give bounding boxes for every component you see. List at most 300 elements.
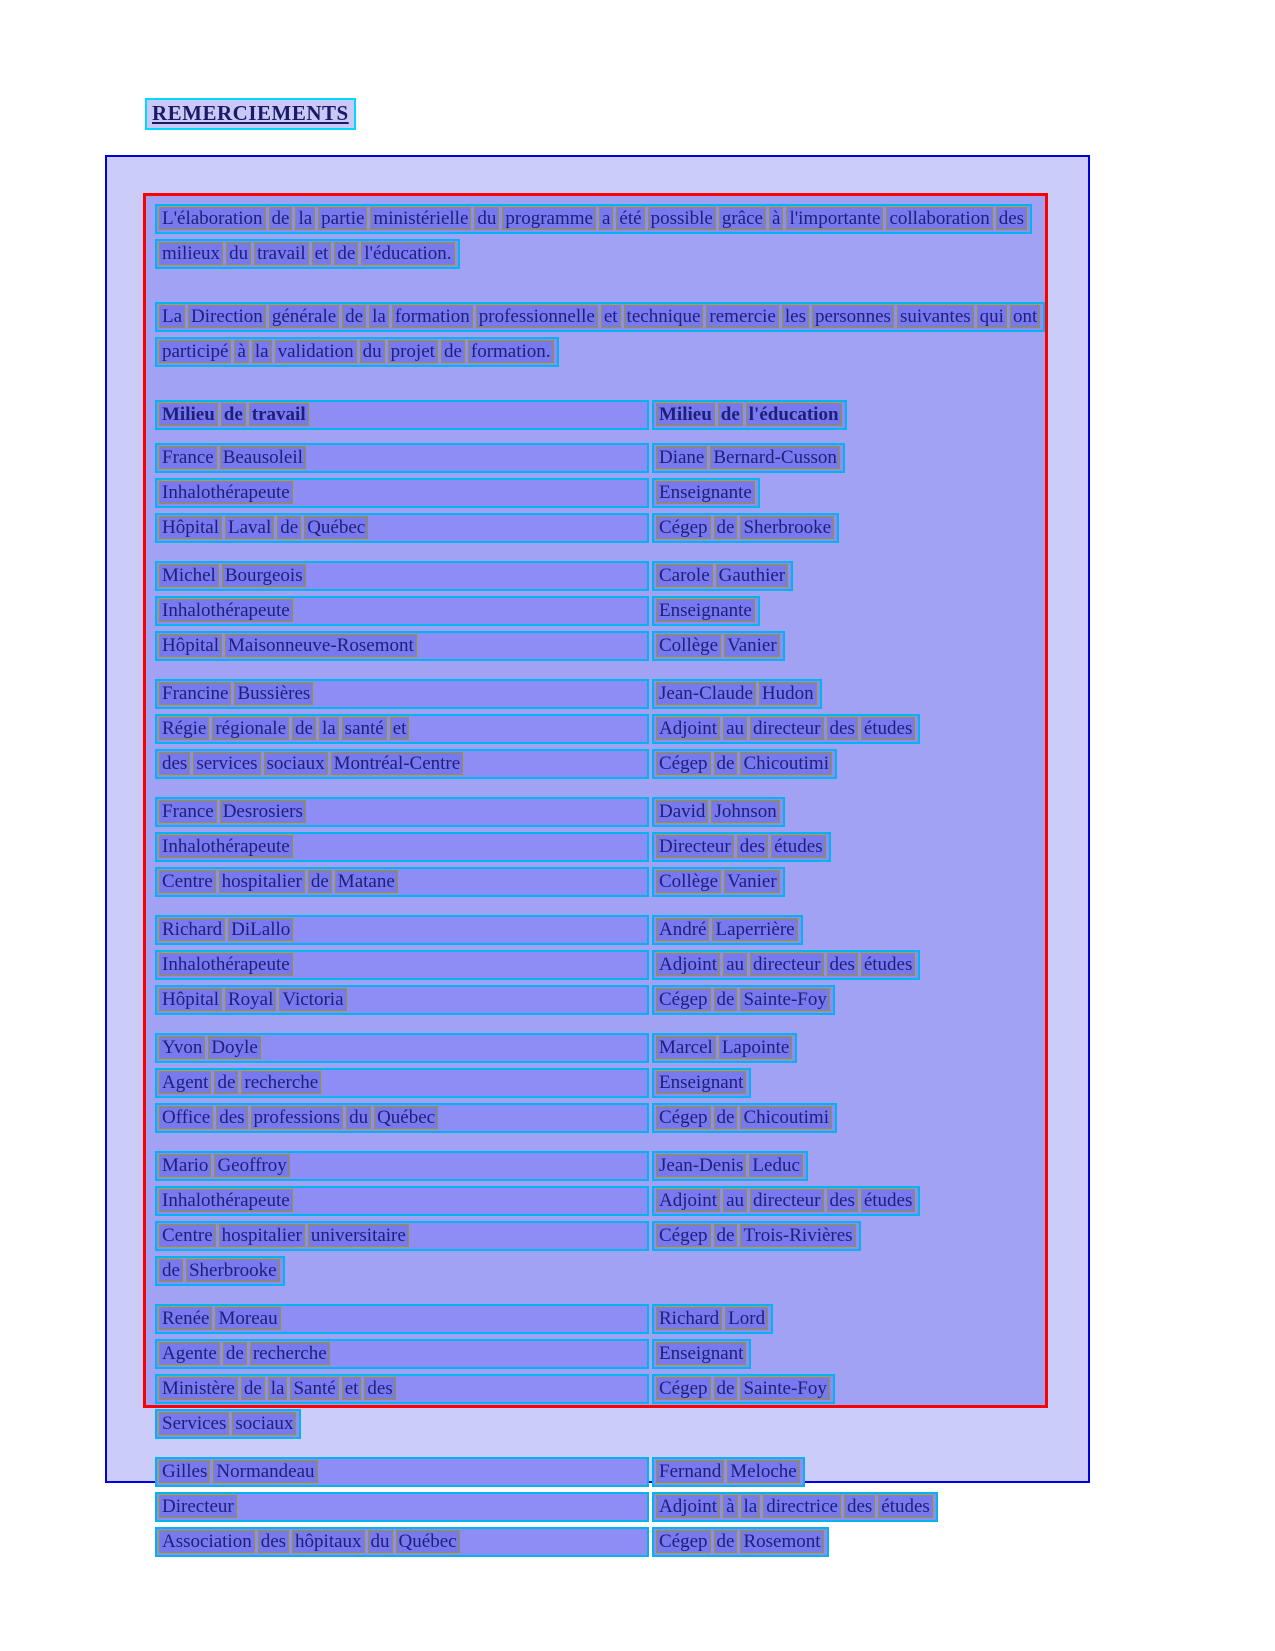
text-line-highlight <box>652 400 847 430</box>
word-highlight: études <box>861 717 916 740</box>
left-column-header-cell <box>155 400 649 430</box>
word-highlight: formation. <box>468 340 554 363</box>
word-highlight: Centre <box>159 870 216 893</box>
text-line-highlight <box>652 915 803 945</box>
right-cell <box>649 679 1037 709</box>
text-line-highlight <box>155 832 649 862</box>
left-cell <box>155 1221 649 1251</box>
acknowledgment-entry <box>155 915 1037 1015</box>
acknowledgment-entry <box>155 1457 1037 1557</box>
word-highlight: la <box>295 207 315 230</box>
word-highlight: Diane <box>656 446 707 469</box>
left-cell <box>155 596 649 626</box>
text-line-highlight <box>652 1457 805 1487</box>
word-highlight: de <box>441 340 465 363</box>
left-cell <box>155 1103 649 1133</box>
text-line-highlight <box>155 1186 649 1216</box>
word-highlight: des <box>216 1106 247 1129</box>
acknowledgment-entry <box>155 797 1037 897</box>
word-highlight: du <box>474 207 499 230</box>
word-highlight: recherche <box>250 1342 330 1365</box>
word-highlight: Desrosiers <box>220 800 306 823</box>
word-highlight: Hôpital <box>159 516 222 539</box>
word-highlight: Centre <box>159 1224 216 1247</box>
left-cell <box>155 714 649 744</box>
word-highlight: formation <box>392 305 473 328</box>
right-cell <box>649 1304 1037 1334</box>
word-highlight: de <box>221 403 246 426</box>
word-highlight: Office <box>159 1106 213 1129</box>
right-cell <box>649 1374 1037 1404</box>
right-cell <box>649 915 1037 945</box>
text-line-highlight <box>155 400 649 430</box>
word-highlight: Lapointe <box>719 1036 793 1059</box>
left-cell <box>155 797 649 827</box>
text-line-highlight <box>155 1103 649 1133</box>
paragraph-line <box>155 204 1037 234</box>
word-highlight: Johnson <box>711 800 779 823</box>
text-line-highlight <box>652 985 835 1015</box>
right-cell <box>649 1186 1037 1216</box>
word-highlight: et <box>390 717 410 740</box>
right-cell <box>649 1033 1037 1063</box>
word-highlight: hospitalier <box>219 870 305 893</box>
word-highlight: qui <box>977 305 1007 328</box>
document-content <box>146 196 1045 1557</box>
word-highlight: de <box>277 516 301 539</box>
text-line-highlight <box>155 867 649 897</box>
table-row <box>155 832 1037 862</box>
word-highlight: études <box>771 835 826 858</box>
word-highlight: Renée <box>159 1307 212 1330</box>
right-cell <box>649 513 1037 543</box>
table-row <box>155 596 1037 626</box>
word-highlight: Milieu <box>656 403 715 426</box>
word-highlight: Sainte-Foy <box>740 1377 829 1400</box>
table-row <box>155 679 1037 709</box>
word-highlight: Cégep <box>656 988 711 1011</box>
table-row <box>155 1151 1037 1181</box>
word-highlight: Rosemont <box>740 1530 823 1553</box>
word-highlight: Cégep <box>656 1106 711 1129</box>
text-line-highlight <box>155 302 1045 332</box>
word-highlight: Hôpital <box>159 988 222 1011</box>
text-line-highlight <box>155 1492 649 1522</box>
word-highlight: milieux <box>159 242 223 265</box>
word-highlight: Montréal-Centre <box>331 752 464 775</box>
word-highlight: des <box>364 1377 395 1400</box>
word-highlight: Inhalothérapeute <box>159 599 293 622</box>
right-cell <box>649 1339 1037 1369</box>
word-highlight: Agent <box>159 1071 211 1094</box>
text-line-highlight <box>652 1033 797 1063</box>
word-highlight: hospitalier <box>219 1224 305 1247</box>
text-line-highlight <box>155 513 649 543</box>
text-line-highlight <box>155 478 649 508</box>
word-highlight: Michel <box>159 564 219 587</box>
text-line-highlight <box>652 1374 835 1404</box>
word-highlight: grâce <box>719 207 766 230</box>
table-row <box>155 915 1037 945</box>
word-highlight: Sherbrooke <box>740 516 834 539</box>
word-highlight: Jean-Denis <box>656 1154 746 1177</box>
word-highlight: Laperrière <box>712 918 797 941</box>
word-highlight: régionale <box>212 717 289 740</box>
text-line-highlight <box>652 478 760 508</box>
word-highlight: suivantes <box>897 305 974 328</box>
text-line-highlight <box>155 1033 649 1063</box>
word-highlight: de <box>714 1106 738 1129</box>
left-cell <box>155 1151 649 1181</box>
word-highlight: Association <box>159 1530 255 1553</box>
right-cell <box>649 1457 1037 1487</box>
left-cell <box>155 1409 649 1439</box>
text-line-highlight <box>155 1151 649 1181</box>
word-highlight: Beausoleil <box>220 446 306 469</box>
word-highlight: programme <box>502 207 596 230</box>
word-highlight: du <box>360 340 385 363</box>
acknowledgment-entry <box>155 561 1037 661</box>
table-row <box>155 561 1037 591</box>
acknowledgment-entry <box>155 1151 1037 1286</box>
word-highlight: de <box>714 516 738 539</box>
text-line-highlight <box>652 1068 751 1098</box>
word-highlight: études <box>861 1189 916 1212</box>
text-line-highlight <box>155 1068 649 1098</box>
paragraph-line <box>155 337 1037 367</box>
text-line-highlight <box>652 1221 861 1251</box>
word-highlight: partie <box>318 207 367 230</box>
text-line-highlight <box>652 1304 773 1334</box>
word-highlight: Bernard-Cusson <box>710 446 839 469</box>
word-highlight: l'éducation <box>746 403 842 426</box>
word-highlight: des <box>159 752 190 775</box>
red-annotation-box <box>143 193 1048 1552</box>
word-highlight: au <box>723 1189 747 1212</box>
paragraph <box>155 204 1037 269</box>
word-highlight: de <box>159 1259 183 1282</box>
right-cell <box>649 631 1037 661</box>
right-cell <box>649 797 1037 827</box>
word-highlight: Gilles <box>159 1460 210 1483</box>
right-column-header-cell <box>649 400 1037 430</box>
word-highlight: des <box>827 953 858 976</box>
word-highlight: de <box>223 1342 247 1365</box>
left-cell <box>155 950 649 980</box>
word-highlight: au <box>723 953 747 976</box>
table-row <box>155 1492 1037 1522</box>
word-highlight: Fernand <box>656 1460 724 1483</box>
word-highlight: au <box>723 717 747 740</box>
word-highlight: été <box>616 207 644 230</box>
right-cell <box>649 1151 1037 1181</box>
text-line-highlight <box>652 1151 808 1181</box>
word-highlight: Québec <box>374 1106 438 1129</box>
left-cell <box>155 679 649 709</box>
paragraph-line <box>155 239 1037 269</box>
table-row <box>155 1409 1037 1439</box>
word-highlight: Enseignant <box>656 1071 746 1094</box>
word-highlight: de <box>718 403 743 426</box>
word-highlight: Mario <box>159 1154 211 1177</box>
acknowledgment-table <box>155 443 1037 1557</box>
text-line-highlight <box>155 797 649 827</box>
word-highlight: Agente <box>159 1342 220 1365</box>
word-highlight: Matane <box>335 870 398 893</box>
text-line-highlight <box>652 679 822 709</box>
word-highlight: universitaire <box>308 1224 409 1247</box>
text-line-highlight <box>155 337 559 367</box>
intro-paragraphs <box>155 204 1037 367</box>
word-highlight: de <box>214 1071 238 1094</box>
word-highlight: Geoffroy <box>214 1154 289 1177</box>
word-highlight: sociaux <box>232 1412 296 1435</box>
word-highlight: possible <box>648 207 716 230</box>
right-cell <box>649 1527 1037 1557</box>
table-row <box>155 631 1037 661</box>
left-cell <box>155 867 649 897</box>
table-row <box>155 950 1037 980</box>
word-highlight: Milieu <box>159 403 218 426</box>
right-cell <box>649 832 1037 862</box>
word-highlight: Directeur <box>159 1495 237 1518</box>
word-highlight: de <box>714 1224 738 1247</box>
left-cell <box>155 1256 649 1286</box>
text-line-highlight <box>155 1409 301 1439</box>
acknowledgment-entry <box>155 1033 1037 1133</box>
right-cell <box>649 478 1037 508</box>
word-highlight: de <box>241 1377 265 1400</box>
word-highlight: DiLallo <box>228 918 293 941</box>
left-cell <box>155 1339 649 1369</box>
word-highlight: de <box>292 717 316 740</box>
text-line-highlight <box>155 631 649 661</box>
word-highlight: ont <box>1010 305 1040 328</box>
column-headers-row <box>155 400 1037 430</box>
text-line-highlight <box>155 1256 285 1286</box>
word-highlight: du <box>368 1530 393 1553</box>
word-highlight: des <box>258 1530 289 1553</box>
left-cell <box>155 1068 649 1098</box>
table-row <box>155 1304 1037 1334</box>
page-title: REMERCIEMENTS <box>145 98 356 130</box>
word-highlight: hôpitaux <box>292 1530 365 1553</box>
word-highlight: Adjoint <box>656 1189 720 1212</box>
word-highlight: Royal <box>225 988 276 1011</box>
left-cell <box>155 985 649 1015</box>
word-highlight: Normandeau <box>213 1460 317 1483</box>
text-line-highlight <box>155 561 649 591</box>
acknowledgment-entry <box>155 1304 1037 1439</box>
word-highlight: l'éducation. <box>361 242 454 265</box>
word-highlight: Carole <box>656 564 713 587</box>
left-cell <box>155 561 649 591</box>
table-row <box>155 478 1037 508</box>
word-highlight: Collège <box>656 870 721 893</box>
word-highlight: Trois-Rivières <box>740 1224 855 1247</box>
word-highlight: France <box>159 800 217 823</box>
word-highlight: la <box>741 1495 761 1518</box>
text-line-highlight <box>652 714 920 744</box>
word-highlight: France <box>159 446 217 469</box>
word-highlight: de <box>714 988 738 1011</box>
table-row <box>155 1374 1037 1404</box>
text-line-highlight <box>155 1304 649 1334</box>
right-cell <box>649 1221 1037 1251</box>
text-line-highlight <box>155 1457 649 1487</box>
text-line-highlight <box>155 1527 649 1557</box>
word-highlight: l'importante <box>786 207 883 230</box>
left-cell <box>155 1457 649 1487</box>
text-line-highlight <box>652 950 920 980</box>
paragraph <box>155 302 1037 367</box>
word-highlight: Laval <box>225 516 274 539</box>
word-highlight: Adjoint <box>656 1495 720 1518</box>
left-cell <box>155 1186 649 1216</box>
text-line-highlight <box>155 714 649 744</box>
word-highlight: projet <box>388 340 438 363</box>
word-highlight: de <box>308 870 332 893</box>
table-row <box>155 985 1037 1015</box>
word-highlight: Adjoint <box>656 717 720 740</box>
word-highlight: de <box>714 752 738 775</box>
word-highlight: technique <box>624 305 704 328</box>
word-highlight: personnes <box>812 305 894 328</box>
word-highlight: Hôpital <box>159 634 222 657</box>
text-line-highlight <box>652 443 845 473</box>
text-line-highlight <box>155 1374 649 1404</box>
word-highlight: Bourgeois <box>222 564 306 587</box>
word-highlight: Adjoint <box>656 953 720 976</box>
left-cell <box>155 1527 649 1557</box>
word-highlight: remercie <box>706 305 778 328</box>
right-cell <box>649 1068 1037 1098</box>
table-row <box>155 1033 1037 1063</box>
left-cell <box>155 513 649 543</box>
word-highlight: Québec <box>304 516 368 539</box>
word-highlight: santé <box>342 717 387 740</box>
word-highlight: directrice <box>763 1495 841 1518</box>
word-highlight: Victoria <box>279 988 346 1011</box>
word-highlight: Richard <box>656 1307 722 1330</box>
word-highlight: la <box>252 340 272 363</box>
word-highlight: validation <box>275 340 357 363</box>
word-highlight: Sherbrooke <box>186 1259 280 1282</box>
paragraph-line <box>155 302 1037 332</box>
word-highlight: Marcel <box>656 1036 716 1059</box>
table-row <box>155 1457 1037 1487</box>
word-highlight: et <box>601 305 621 328</box>
word-highlight: La <box>159 305 185 328</box>
word-highlight: ministérielle <box>370 207 471 230</box>
left-cell <box>155 1033 649 1063</box>
word-highlight: L'élaboration <box>159 207 266 230</box>
text-line-highlight <box>155 950 649 980</box>
right-cell <box>649 950 1037 980</box>
text-line-highlight <box>155 204 1032 234</box>
word-highlight: Jean-Claude <box>656 682 756 705</box>
word-highlight: travail <box>249 403 309 426</box>
text-line-highlight <box>652 749 837 779</box>
right-cell <box>649 749 1037 779</box>
text-line-highlight <box>155 239 460 269</box>
left-cell <box>155 1304 649 1334</box>
word-highlight: du <box>346 1106 371 1129</box>
word-highlight: David <box>656 800 708 823</box>
word-highlight: de <box>269 207 293 230</box>
word-highlight: Ministère <box>159 1377 238 1400</box>
text-line-highlight <box>652 1339 751 1369</box>
left-cell <box>155 832 649 862</box>
word-highlight: Yvon <box>159 1036 205 1059</box>
word-highlight: et <box>312 242 332 265</box>
word-highlight: travail <box>254 242 309 265</box>
right-cell <box>649 1492 1037 1522</box>
table-row <box>155 443 1037 473</box>
table-row <box>155 749 1037 779</box>
left-cell <box>155 915 649 945</box>
table-row <box>155 867 1037 897</box>
left-cell <box>155 1374 649 1404</box>
left-cell <box>155 478 649 508</box>
left-cell <box>155 1492 649 1522</box>
word-highlight: les <box>782 305 809 328</box>
word-highlight: Hudon <box>759 682 817 705</box>
word-highlight: Moreau <box>215 1307 280 1330</box>
word-highlight: Cégep <box>656 516 711 539</box>
word-highlight: collaboration <box>886 207 992 230</box>
word-highlight: Chicoutimi <box>740 752 832 775</box>
word-highlight: des <box>827 717 858 740</box>
word-highlight: Cégep <box>656 1530 711 1553</box>
word-highlight: Inhalothérapeute <box>159 1189 293 1212</box>
word-highlight: directeur <box>750 717 824 740</box>
word-highlight: Inhalothérapeute <box>159 481 293 504</box>
word-highlight: professionnelle <box>476 305 598 328</box>
text-line-highlight <box>652 867 785 897</box>
word-highlight: Sainte-Foy <box>740 988 829 1011</box>
word-highlight: André <box>656 918 709 941</box>
text-line-highlight <box>155 749 649 779</box>
word-highlight: Collège <box>656 634 721 657</box>
text-line-highlight <box>652 596 760 626</box>
word-highlight: Maisonneuve-Rosemont <box>225 634 417 657</box>
word-highlight: professions <box>251 1106 344 1129</box>
text-line-highlight <box>652 513 839 543</box>
word-highlight: Enseignant <box>656 1342 746 1365</box>
word-highlight: du <box>226 242 251 265</box>
word-highlight: études <box>878 1495 933 1518</box>
text-line-highlight <box>155 915 649 945</box>
text-line-highlight <box>652 832 831 862</box>
word-highlight: Leduc <box>749 1154 802 1177</box>
right-cell <box>649 561 1037 591</box>
word-highlight: des <box>996 207 1027 230</box>
table-row <box>155 1527 1037 1557</box>
word-highlight: des <box>737 835 768 858</box>
word-highlight: Vanier <box>724 870 780 893</box>
word-highlight: de <box>714 1530 738 1553</box>
word-highlight: à <box>723 1495 737 1518</box>
word-highlight: Cégep <box>656 752 711 775</box>
right-cell <box>649 596 1037 626</box>
table-row <box>155 1256 1037 1286</box>
word-highlight: Richard <box>159 918 225 941</box>
word-highlight: Gauthier <box>716 564 788 587</box>
word-highlight: directeur <box>750 953 824 976</box>
table-row <box>155 1103 1037 1133</box>
text-line-highlight <box>155 443 649 473</box>
